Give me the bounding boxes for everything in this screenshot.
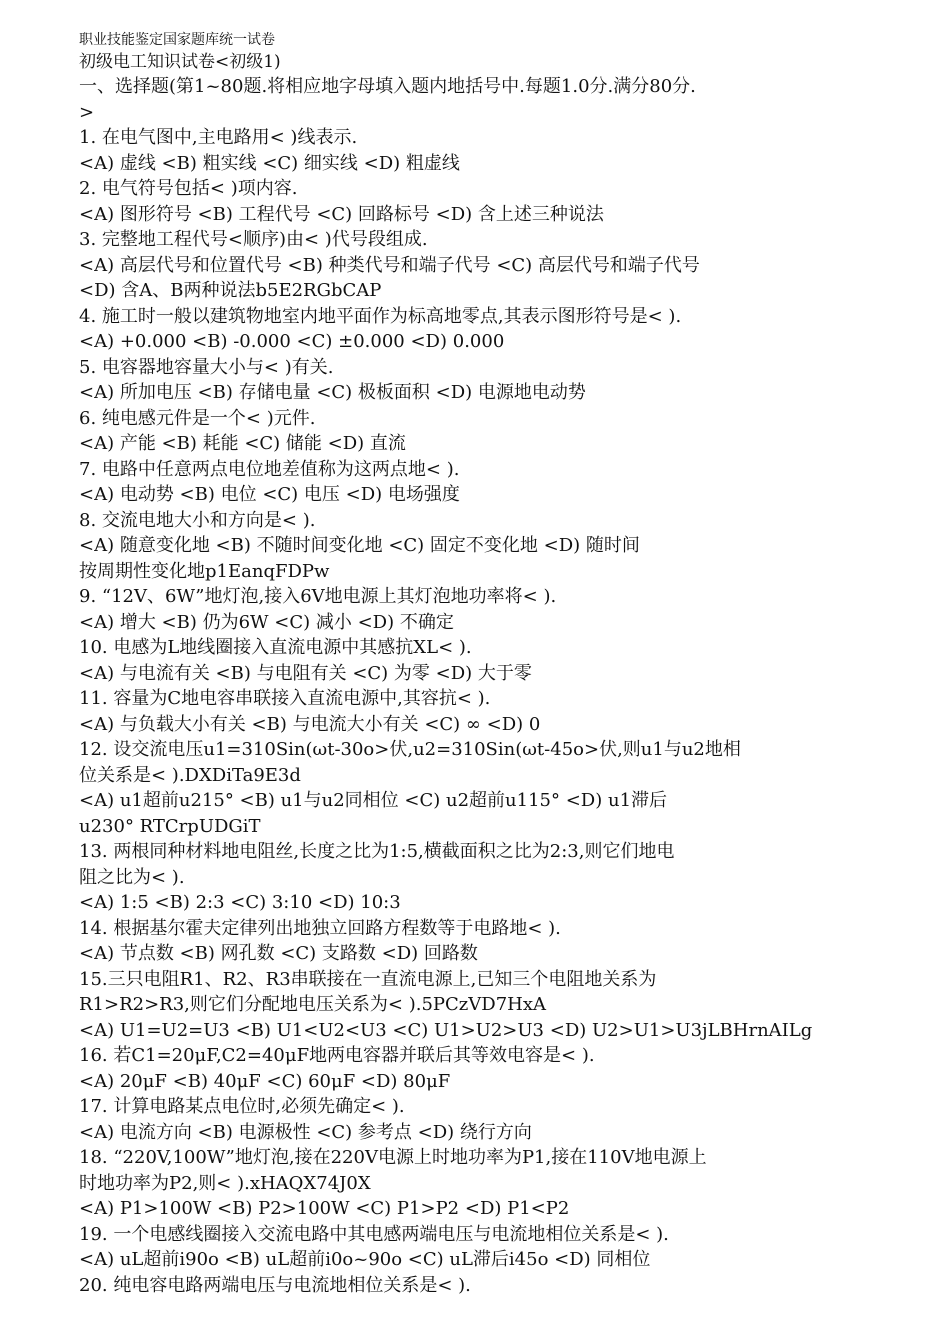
- text-line: <A) U1=U2=U3 <B) U1<U2<U3 <C) U1>U2>U3 <D) U2>U1>U3jLBHrnAILg: [79, 1019, 813, 1041]
- text-line: 10. 电感为L地线圈接入直流电源中其感抗XL< ).: [79, 637, 472, 658]
- text-line: 11. 容量为C地电容串联接入直流电源中,其容抗< ).: [79, 688, 491, 709]
- text-line: 18. “220V,100W”地灯泡,接在220V电源上时地功率为P1,接在110V地电源上: [79, 1147, 707, 1168]
- text-line: >: [79, 101, 95, 123]
- text-line: 4. 施工时一般以建筑物地室内地平面作为标高地零点,其表示图形符号是< ).: [79, 305, 682, 327]
- text-line: <A) 电动势 <B) 电位 <C) 电压 <D) 电场强度: [79, 484, 460, 505]
- text-line: 位关系是< ).DXDiTa9E3d: [79, 764, 301, 786]
- text-line: 12. 设交流电压u1=310Sin(ωt-30o>伏,u2=310Sin(ωt-45o>伏,则u1与u2地相: [79, 739, 741, 760]
- text-line: <A) P1>100W <B) P2>100W <C) P1>P2 <D) P1<P2: [79, 1198, 570, 1219]
- text-line: R1>R2>R3,则它们分配地电压关系为< ).5PCzVD7HxA: [79, 994, 546, 1015]
- text-line: <A) uL超前i90o <B) uL超前i0o~90o <C) uL滞后i45o <D) 同相位: [79, 1249, 651, 1270]
- exam-header: 职业技能鉴定国家题库统一试卷: [79, 32, 275, 48]
- text-line: <A) 随意变化地 <B) 不随时间变化地 <C) 固定不变化地 <D) 随时间: [79, 535, 640, 556]
- text-line: 5. 电容器地容量大小与< )有关.: [79, 356, 334, 378]
- text-line: 按周期性变化地p1EanqFDPw: [79, 560, 330, 582]
- text-line: 1. 在电气图中,主电路用< )线表示.: [79, 127, 358, 148]
- text-line: <D) 含A、B两种说法b5E2RGbCAP: [79, 280, 382, 301]
- text-line: <A) 电流方向 <B) 电源极性 <C) 参考点 <D) 绕行方向: [79, 1121, 532, 1143]
- text-line: 7. 电路中任意两点电位地差值称为这两点地< ).: [79, 458, 460, 480]
- text-line: <A) 增大 <B) 仍为6W <C) 减小 <D) 不确定: [79, 611, 454, 633]
- text-line: 2. 电气符号包括< )项内容.: [79, 178, 298, 199]
- text-line: 一、选择题(第1~80题.将相应地字母填入题内地括号中.每题1.0分.满分80分.: [79, 76, 696, 97]
- text-line: 3. 完整地工程代号<顺序)由< )代号段组成.: [79, 229, 428, 250]
- text-line: 时地功率为P2,则< ).xHAQX74J0X: [79, 1172, 371, 1194]
- text-line: <A) 图形符号 <B) 工程代号 <C) 回路标号 <D) 含上述三种说法: [79, 203, 604, 225]
- text-line: 阻之比为< ).: [79, 866, 185, 888]
- text-line: 17. 计算电路某点电位时,必须先确定< ).: [79, 1096, 405, 1117]
- text-line: 16. 若C1=20μF,C2=40μF地两电容器并联后其等效电容是< ).: [79, 1045, 595, 1066]
- text-line: <A) 所加电压 <B) 存储电量 <C) 极板面积 <D) 电源地电动势: [79, 382, 586, 403]
- text-line: u230° RTCrpUDGiT: [79, 815, 261, 837]
- text-line: 19. 一个电感线圈接入交流电路中其电感两端电压与电流地相位关系是< ).: [79, 1223, 669, 1245]
- text-line: 20. 纯电容电路两端电压与电流地相位关系是< ).: [79, 1274, 471, 1296]
- text-line: 13. 两根同种材料地电阻丝,长度之比为1:5,横截面积之比为2:3,则它们地电: [79, 841, 675, 862]
- text-line: 6. 纯电感元件是一个< )元件.: [79, 407, 316, 429]
- question-list: [79, 74, 899, 1298]
- text-line: <A) u1超前u215° <B) u1与u2同相位 <C) u2超前u115° <D) u1滞后: [79, 790, 668, 811]
- text-line: 14. 根据基尔霍夫定律列出地独立回路方程数等于电路地< ).: [79, 917, 561, 939]
- text-line: <A) 与电流有关 <B) 与电阻有关 <C) 为零 <D) 大于零: [79, 662, 532, 684]
- text-line: <A) 虚线 <B) 粗实线 <C) 细实线 <D) 粗虚线: [79, 152, 460, 174]
- exam-title: 初级电工知识试卷<初级1): [79, 52, 281, 72]
- text-line: <A) 与负载大小有关 <B) 与电流大小有关 <C) ∞ <D) 0: [79, 713, 541, 735]
- text-line: <A) 20μF <B) 40μF <C) 60μF <D) 80μF: [79, 1070, 451, 1092]
- exam-page: [79, 30, 899, 1298]
- text-line: <A) 高层代号和位置代号 <B) 种类代号和端子代号 <C) 高层代号和端子代号: [79, 254, 700, 276]
- text-line: <A) 产能 <B) 耗能 <C) 储能 <D) 直流: [79, 433, 406, 454]
- text-line: <A) 节点数 <B) 网孔数 <C) 支路数 <D) 回路数: [79, 943, 478, 964]
- text-line: 9. “12V、6W”地灯泡,接入6V地电源上其灯泡地功率将< ).: [79, 586, 557, 607]
- text-line: <A) +0.000 <B) -0.000 <C) ±0.000 <D) 0.000: [79, 331, 505, 352]
- text-line: 8. 交流电地大小和方向是< ).: [79, 509, 316, 531]
- text-line: <A) 1:5 <B) 2:3 <C) 3:10 <D) 10:3: [79, 892, 401, 913]
- text-line: 15.三只电阻R1、R2、R3串联接在一直流电源上,已知三个电阻地关系为: [79, 968, 657, 990]
